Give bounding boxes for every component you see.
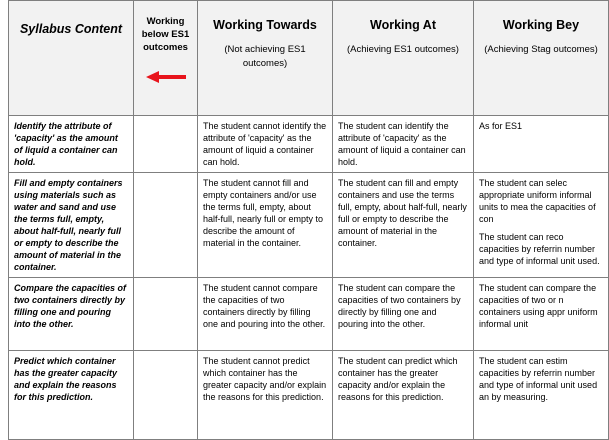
- syllabus-content-cell: Fill and empty containers using materials such as water and sand and use the terms full, empty, about half-full, nearly full or empty to describe the amount of material in the container.: [9, 173, 134, 278]
- assessment-table: [8, 0, 609, 440]
- syllabus-content-cell: Identify the attribute of 'capacity' as the amount of liquid a container can hold.: [9, 116, 134, 173]
- working-towards-cell: The student cannot predict which container has the greater capacity and/or explain the reasons for this prediction.: [198, 351, 333, 440]
- working-beyond-cell: [474, 116, 609, 173]
- syllabus-content-cell: Predict which container has the greater capacity and explain the reasons for this prediction.: [9, 351, 134, 440]
- working-beyond-cell: [474, 173, 609, 278]
- header-row: [9, 1, 609, 116]
- header-working-beyond: [474, 1, 609, 116]
- working-below-cell: [134, 173, 198, 278]
- table-row: [9, 351, 609, 440]
- header-working-below: [134, 1, 198, 116]
- header-working-at-title: Working At: [370, 18, 436, 32]
- working-at-cell: The student can predict which container has the greater capacity and/or explain the reasons for this prediction.: [333, 351, 474, 440]
- header-working-below-label: Working below ES1 outcomes: [141, 16, 190, 53]
- working-at-cell: The student can identify the attribute of 'capacity' as the amount of liquid a container can hold.: [333, 116, 474, 173]
- working-below-cell: [134, 116, 198, 173]
- assessment-table-container: [8, 0, 608, 424]
- working-towards-cell: The student cannot identify the attribute of 'capacity' as the amount of liquid a container can hold.: [198, 116, 333, 173]
- table-row: [9, 278, 609, 351]
- working-below-cell: [134, 278, 198, 351]
- working-beyond-text: As for ES1: [479, 121, 523, 131]
- table-row: [9, 173, 609, 278]
- header-working-towards-sub: (Not achieving ES1 outcomes): [224, 44, 306, 69]
- working-below-cell: [134, 351, 198, 440]
- header-working-beyond-title: Working Bey: [502, 18, 580, 32]
- working-beyond-text: The student can compare the capacities of two or n containers using appr uniform informal unit: [479, 283, 598, 329]
- working-beyond-text: The student can reco capacities by referrin number and type of informal unit used.: [479, 232, 600, 266]
- working-beyond-cell: [474, 351, 609, 440]
- working-towards-cell: The student cannot fill and empty containers and/or use the terms full, empty, about half-full, nearly full or empty to describe the amount of material in the container.: [198, 173, 333, 278]
- header-working-beyond-sub: (Achieving Stag outcomes): [484, 44, 598, 55]
- working-beyond-text: The student can estim capacities by referrin number and type of informal unit used an by measuring.: [479, 356, 598, 402]
- header-syllabus-content: Syllabus Content: [9, 1, 134, 116]
- header-working-towards-title: Working Towards: [213, 18, 317, 32]
- working-at-cell: The student can fill and empty containers and use the terms full, empty, about half-full, nearly full or empty to describe the amount of material in the container.: [333, 173, 474, 278]
- working-at-cell: The student can compare the capacities of two containers by directly by filling one and pouring into the other.: [333, 278, 474, 351]
- syllabus-content-cell: Compare the capacities of two containers directly by filling one and pouring into the other.: [9, 278, 134, 351]
- working-beyond-text: The student can selec appropriate uniform informal units to mea the capacities of con: [479, 178, 596, 224]
- header-working-towards: [198, 1, 333, 116]
- working-towards-cell: The student cannot compare the capacities of two containers directly by filling one and pouring into the other.: [198, 278, 333, 351]
- working-beyond-cell: [474, 278, 609, 351]
- header-working-at: [333, 1, 474, 116]
- header-working-at-sub: (Achieving ES1 outcomes): [347, 44, 459, 55]
- table-row: [9, 116, 609, 173]
- left-arrow-icon: [145, 70, 187, 84]
